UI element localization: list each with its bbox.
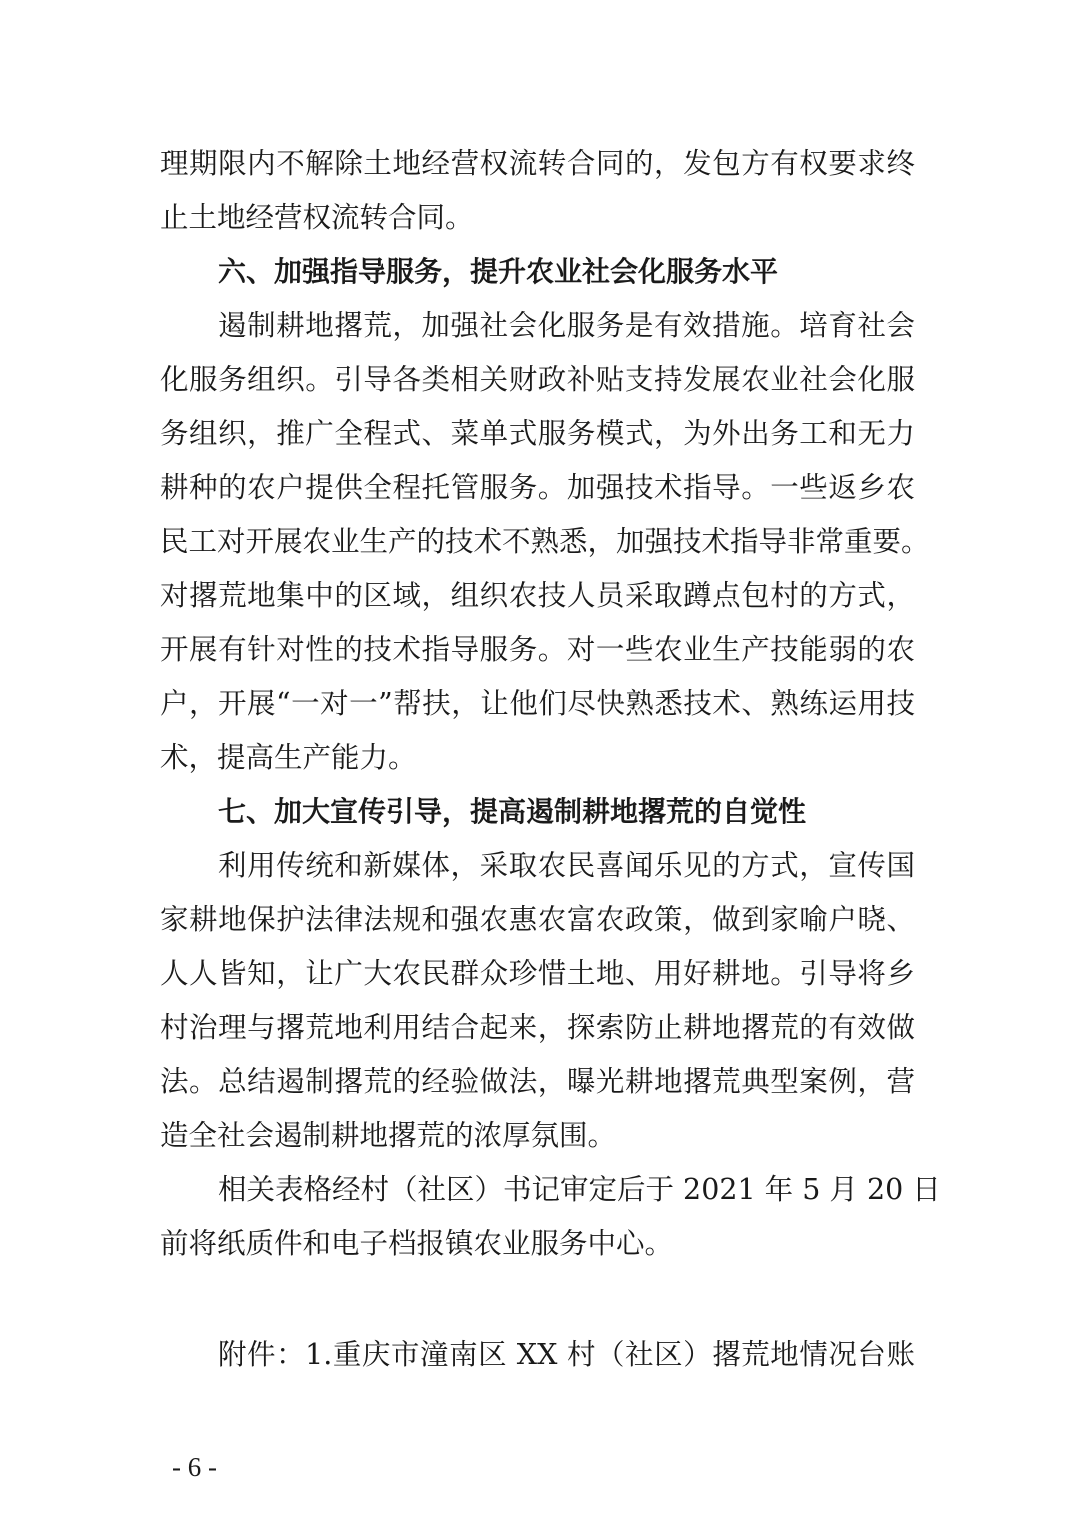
body-line: 民工对开展农业生产的技术不熟悉，加强技术指导非常重要。 bbox=[160, 525, 930, 558]
body-line: 耕种的农户提供全程托管服务。加强技术指导。一些返乡农 bbox=[160, 471, 915, 504]
body-line: 造全社会遏制耕地撂荒的浓厚氛围。 bbox=[160, 1119, 617, 1152]
body-line: 务组织，推广全程式、菜单式服务模式，为外出务工和无力 bbox=[160, 417, 915, 450]
body-line: 利用传统和新媒体，采取农民喜闻乐见的方式，宣传国 bbox=[218, 849, 915, 882]
body-line: 术，提高生产能力。 bbox=[160, 741, 417, 774]
body-line: 人人皆知，让广大农民群众珍惜土地、用好耕地。引导将乡 bbox=[160, 957, 915, 990]
body-line: 家耕地保护法律法规和强农惠农富农政策，做到家喻户晓、 bbox=[160, 903, 915, 936]
body-line: 户，开展“一对一”帮扶，让他们尽快熟悉技术、熟练运用技 bbox=[160, 687, 915, 720]
body-line: 开展有针对性的技术指导服务。对一些农业生产技能弱的农 bbox=[160, 633, 915, 666]
body-line: 相关表格经村（社区）书记审定后于 2021 年 5 月 20 日 bbox=[218, 1173, 941, 1206]
body-line: 理期限内不解除土地经营权流转合同的，发包方有权要求终 bbox=[160, 147, 915, 180]
section-heading-6: 六、加强指导服务，提升农业社会化服务水平 bbox=[218, 255, 779, 288]
body-line: 对撂荒地集中的区域，组织农技人员采取蹲点包村的方式， bbox=[160, 579, 915, 612]
body-line: 止土地经营权流转合同。 bbox=[160, 201, 474, 234]
page-number: - 6 - bbox=[172, 1452, 217, 1482]
section-heading-7: 七、加大宣传引导，提高遏制耕地撂荒的自觉性 bbox=[218, 795, 807, 828]
body-line: 前将纸质件和电子档报镇农业服务中心。 bbox=[160, 1227, 674, 1260]
body-line: 遏制耕地撂荒，加强社会化服务是有效措施。培育社会 bbox=[218, 309, 915, 342]
body-line: 化服务组织。引导各类相关财政补贴支持发展农业社会化服 bbox=[160, 363, 915, 396]
body-line: 村治理与撂荒地利用结合起来，探索防止耕地撂荒的有效做 bbox=[160, 1011, 915, 1044]
body-line: 法。总结遏制撂荒的经验做法，曝光耕地撂荒典型案例，营 bbox=[160, 1065, 915, 1098]
attachment-line: 附件：1.重庆市潼南区 XX 村（社区）撂荒地情况台账 bbox=[218, 1338, 915, 1371]
